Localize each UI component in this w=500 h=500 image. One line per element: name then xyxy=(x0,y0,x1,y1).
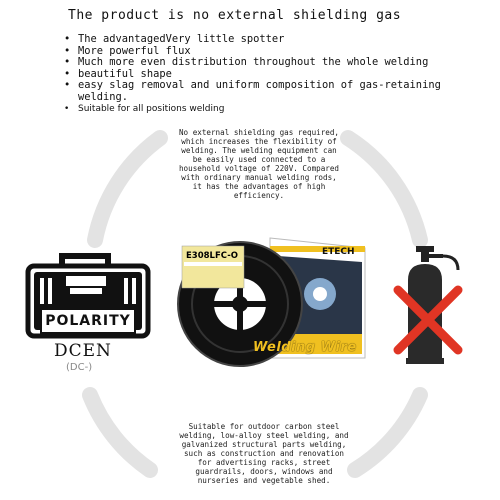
no-gas-cylinder-icon xyxy=(392,240,492,370)
box-brand-label: ETECH xyxy=(322,247,355,257)
feature-item: • easy slag removal and uniform composition of gas-retaining welding. xyxy=(64,80,494,103)
polarity-mode-sub: (DC-) xyxy=(66,362,93,373)
box-welding-wire-text: Welding Wire xyxy=(253,340,357,355)
polarity-label: POLARITY xyxy=(40,308,136,334)
feature-item: • Suitable for all positions welding xyxy=(64,104,494,116)
description-bottom: Suitable for outdoor carbon steel welding, low-alloy steel welding, and galvanized structural parts welding, such as construction and renovation for advertising racks, street guardrails, doors, windows and nurseries and vegetable shed. xyxy=(179,422,349,485)
feature-item: • beautiful shape xyxy=(64,69,494,81)
feature-item: • Much more even distribution throughout the whole welding xyxy=(64,57,494,69)
description-top: No external shielding gas required, which increases the flexibility of welding. The welding equipment can be easily used connected to a household voltage of 220V. Compared with ordinary manual welding rods, it has the advantages of high efficiency. xyxy=(178,128,339,200)
polarity-mode: DCEN xyxy=(54,341,112,361)
spool-model-label: E308LFC-O xyxy=(186,251,238,261)
page-title: The product is no external shielding gas xyxy=(68,8,402,23)
feature-item: • The advantagedVery little spotter xyxy=(64,34,494,46)
feature-item: • More powerful flux xyxy=(64,46,494,58)
